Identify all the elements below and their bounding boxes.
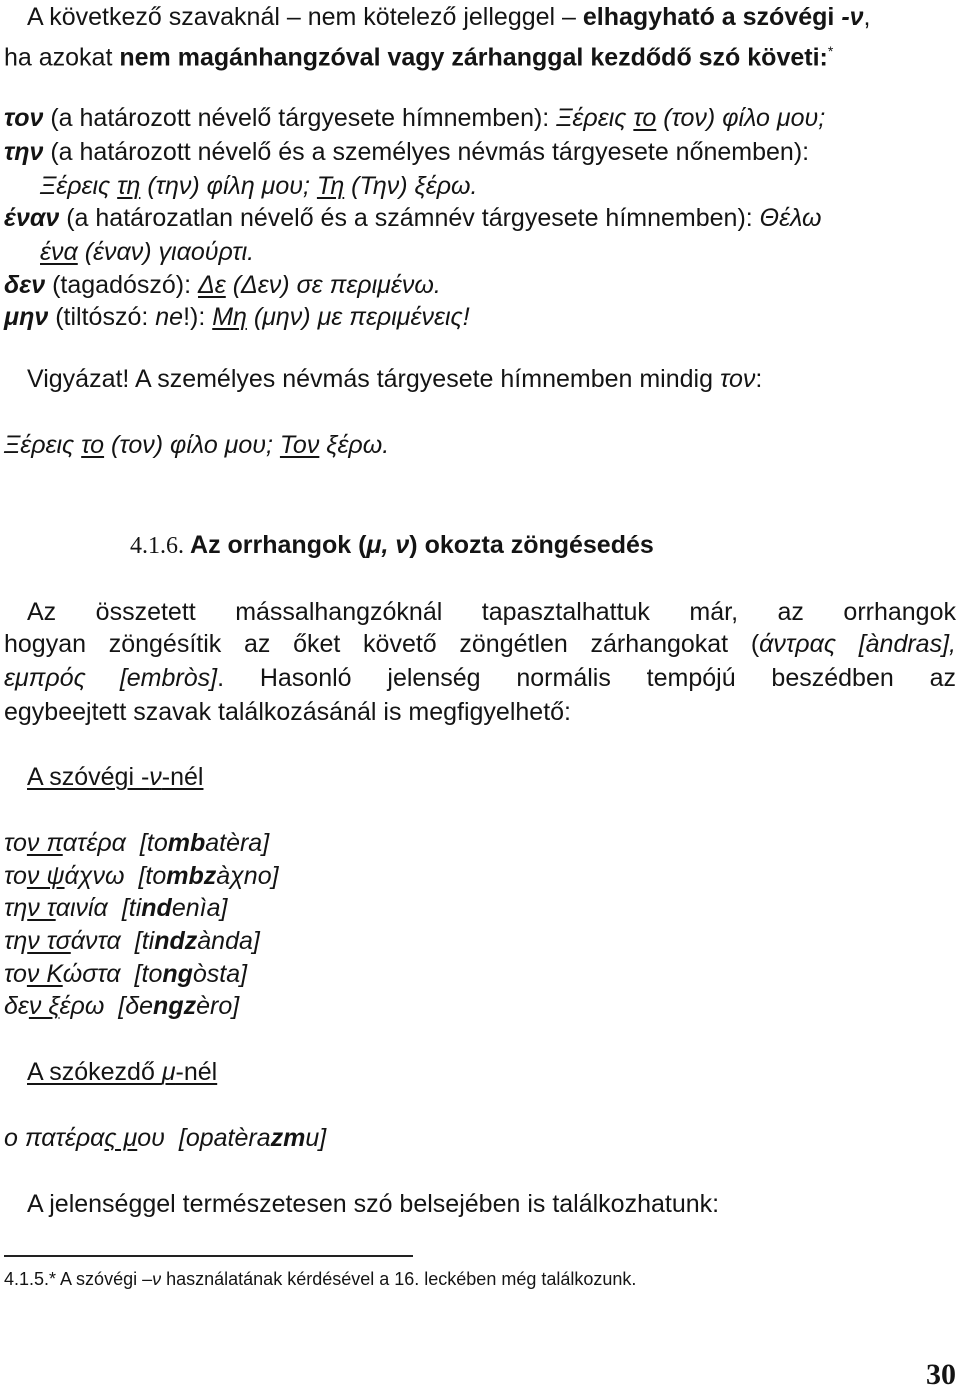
example-row: ο πατέρας μου [opatèrazmu] <box>4 1124 327 1152</box>
warning-example: Ξέρεις το (τον) φίλο μου; Τον ξέρω. <box>4 431 390 459</box>
subheading-word-initial-m: A szókezdő μ-nél <box>27 1058 218 1086</box>
entry-tin-example: Ξέρεις τη (την) φίλη μου; Τη (Την) ξέρω. <box>40 172 478 200</box>
footnote: 4.1.5.* A szóvégi –ν használatának kérdésével a 16. leckében még találkozunk. <box>4 1269 637 1289</box>
entry-enan-example: ένα (έναν) γιαούρτι. <box>40 238 255 266</box>
intro-line-2: ha azokat nem magánhangzóval vagy zárhanggal kezdődő szó követi:* <box>4 43 834 72</box>
footnote-divider <box>4 1255 413 1257</box>
intro-line-1: A következő szavaknál – nem kötelező jelleggel – elhagyható a szóvégi -ν, <box>27 3 871 31</box>
paragraph-line-4: egybeejtett szavak találkozásánál is megfigyelhető: <box>4 698 571 726</box>
entry-den: δεν (tagadószó): Δε (Δεν) σε περιμένω. <box>4 271 441 299</box>
entry-min: μην (tiltószó: ne!): Μη (μην) με περιμένεις! <box>4 303 470 331</box>
entry-enan: έναν (a határozatlan névelő és a számnév tárgyesete hímnemben): Θέλω <box>4 204 822 232</box>
warning-note: Vigyázat! A személyes névmás tárgyesete hímnemben mindig τον: <box>27 365 763 393</box>
entry-ton: τον (a határozott névelő tárgyesete hímnemben): Ξέρεις το (τον) φίλο μου; <box>4 104 826 132</box>
page-number: 30 <box>926 1358 956 1391</box>
example-row: δεν ξέρω [δengzèro] <box>4 992 240 1020</box>
example-row: τον Κώστα [tongòsta] <box>4 960 248 988</box>
example-row: την τσάντα [tindzànda] <box>4 927 260 955</box>
example-row: την ταινία [tindenìa] <box>4 894 228 922</box>
paragraph-line-3: εμπρός [embròs]. Hasonló jelenség normális tempójú beszédben az <box>4 664 956 692</box>
closing-sentence: A jelenséggel természetesen szó belsejében is találkozhatunk: <box>27 1190 720 1218</box>
subheading-word-final-n: A szóvégi -ν-nél <box>27 763 204 791</box>
footnote-marker: * <box>827 43 834 59</box>
example-row: τον πατέρα [tombatèra] <box>4 829 270 857</box>
entry-tin: την (a határozott névelő és a személyes névmás tárgyesete nőnemben): <box>4 138 810 166</box>
paragraph-line-1: Az összetett mássalhangzóknál tapasztalhattuk már, az orrhangok <box>27 598 956 626</box>
example-row: τον ψάχνω [tombzàχno] <box>4 862 279 890</box>
paragraph-line-2: hogyan zöngésítik az őket követő zöngétlen zárhangokat (άντρας [àndras], <box>4 630 956 658</box>
section-heading: 4.1.6. Az orrhangok (μ, ν) okozta zöngésedés <box>130 531 654 559</box>
